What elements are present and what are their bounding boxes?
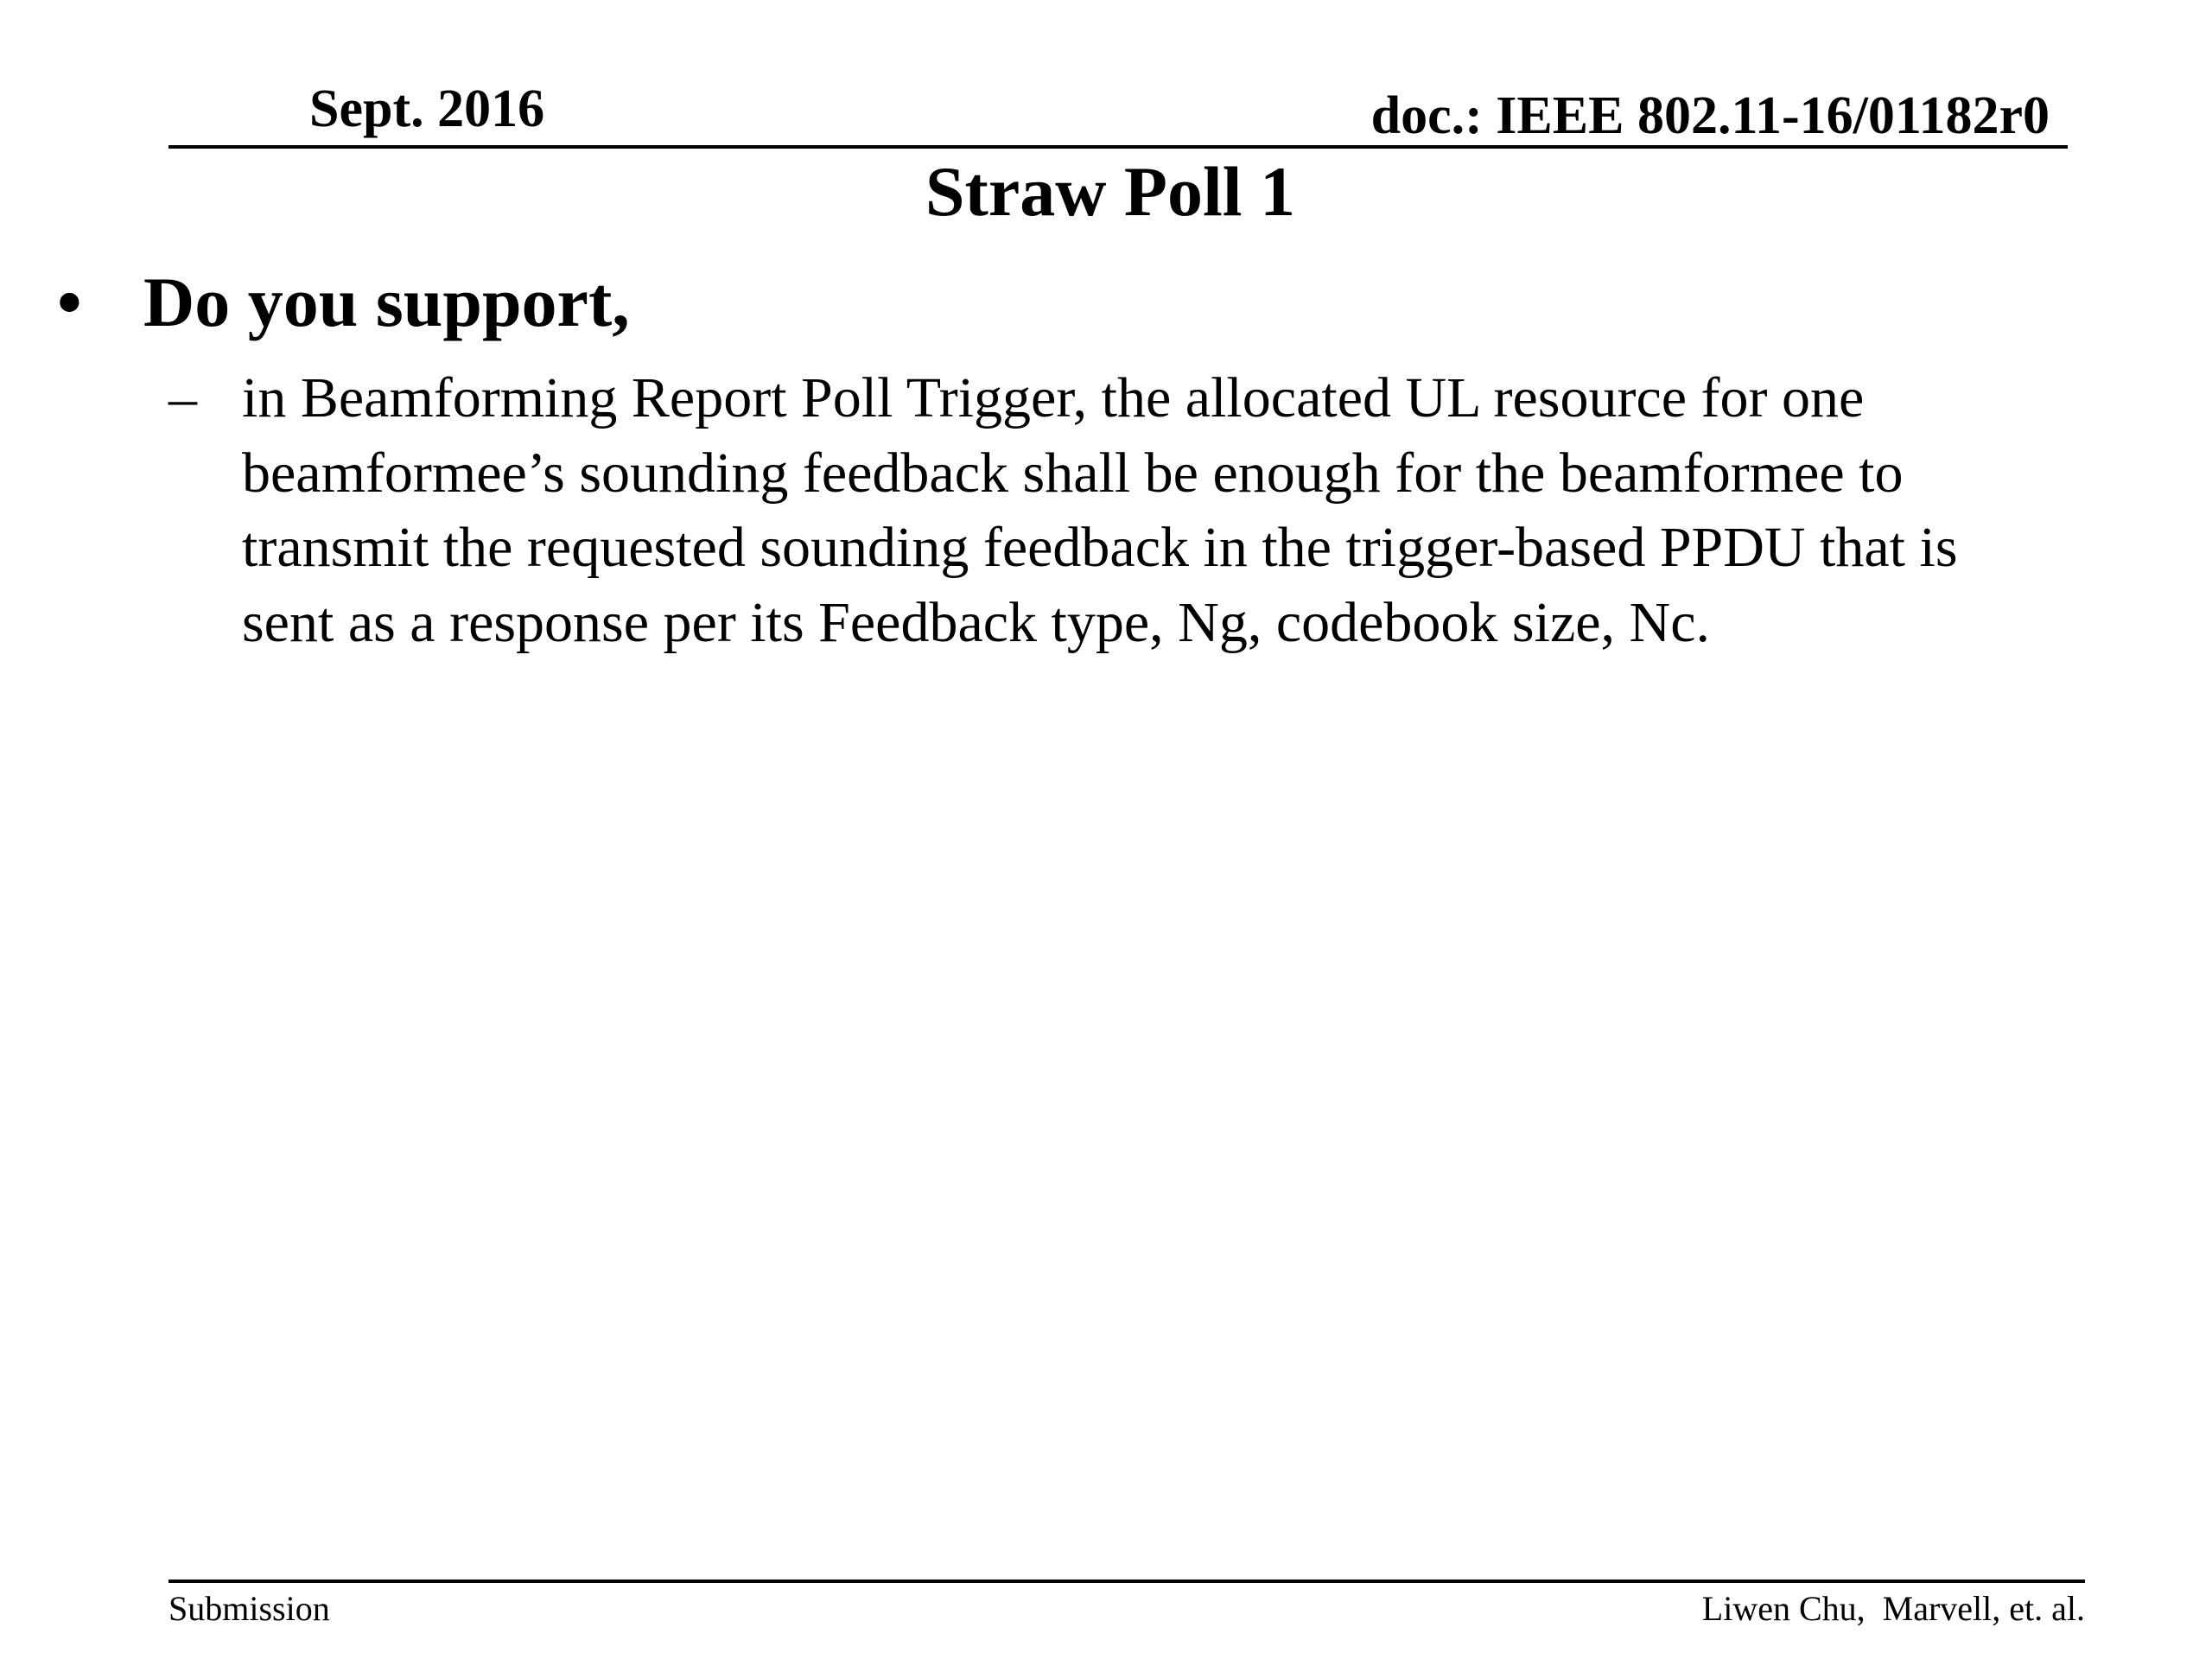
sub-bullet-marker: – [168, 366, 197, 429]
header-doc-id: doc.: IEEE 802.11-16/01182r0 [1370, 86, 2050, 145]
footer-submission: Submission [168, 1589, 330, 1628]
footer-divider [168, 1580, 2085, 1583]
bullet-item [57, 259, 630, 346]
bullet-marker: • [57, 263, 82, 341]
header-date: Sept. 2016 [309, 79, 545, 138]
sub-bullet-text: in Beamforming Report Poll Trigger, the allocated UL resource for one beamformee’s sounding feedback shall be enough for the beamformee to transmit the requested sounding feedback in the trigger-based PPDU that is sent as a response per its Feedback type, Ng, codebook size, Nc. [242, 366, 1958, 654]
slide-title: Straw Poll 1 [925, 152, 1296, 231]
footer-author: Liwen Chu, Marvell, et. al. [1701, 1589, 2085, 1628]
bullet-text: Do you support, [143, 263, 630, 341]
